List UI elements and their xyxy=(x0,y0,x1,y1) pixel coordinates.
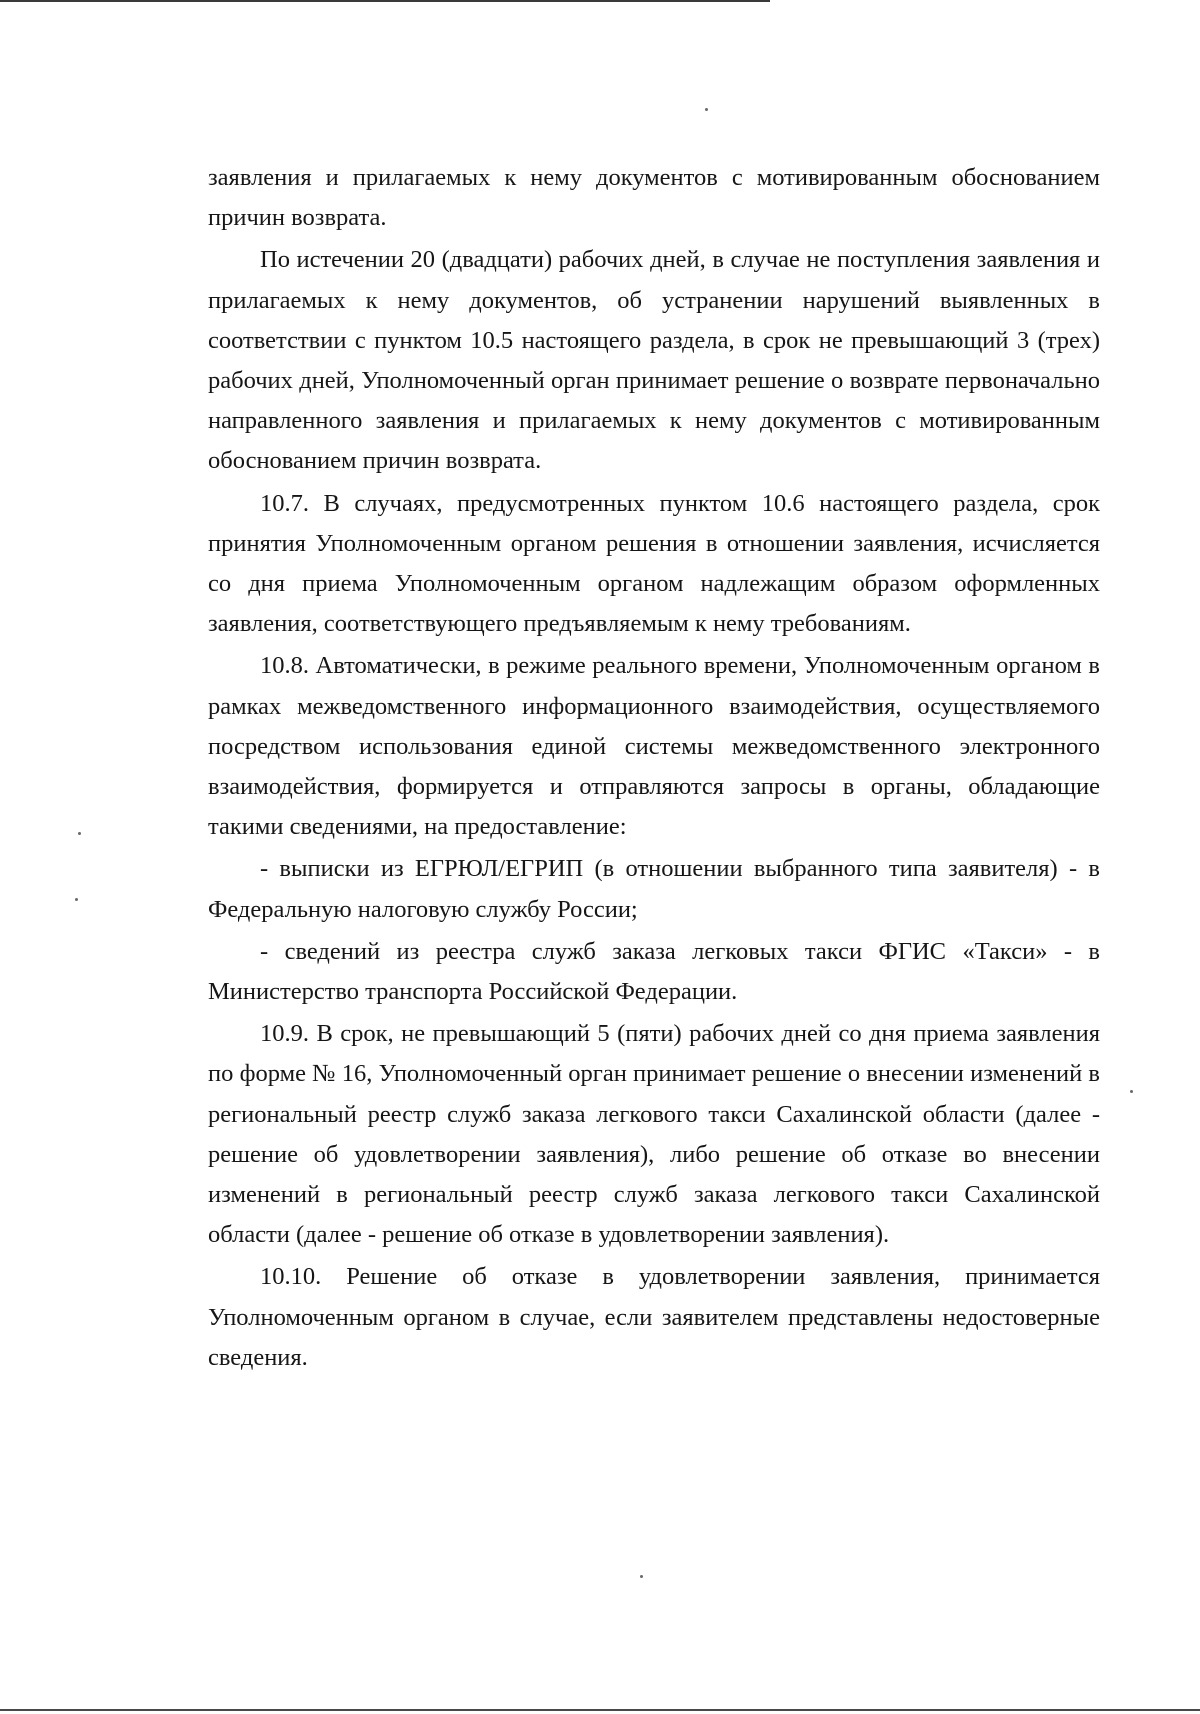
paragraph-continuation: заявления и прилагаемых к нему документов с мотивированным обоснованием причин возврата. xyxy=(208,164,1100,232)
scan-speck xyxy=(1130,1090,1133,1093)
scan-edge-top xyxy=(0,0,770,2)
scan-speck xyxy=(75,898,78,901)
paragraph-10-10: 10.10. Решение об отказе в удовлетворении заявления, принимается Уполномоченным органом в случае, если заявителем представлены недостоверные сведения. xyxy=(208,1263,1100,1371)
paragraph-10-9: 10.9. В срок, не превышающий 5 (пяти) рабочих дней со дня приема заявления по форме № 16, Уполномоченный орган принимает решение о внесении изменений в региональный реестр служб заказа легкового такси Сахалинской области (далее - решение об удовлетворении заявления), либо решение об отказе во внесении изменений в региональный реестр служб заказа легкового такси Сахалинской области (далее - решение об отказе в удовлетворении заявления). xyxy=(208,1020,1100,1249)
list-item-taxi-registry: - сведений из реестра служб заказа легковых такси ФГИС «Такси» - в Министерство транспорта Российской Федерации. xyxy=(208,937,1100,1006)
scan-speck xyxy=(78,832,81,835)
scan-edge-bottom xyxy=(0,1709,1200,1711)
document-body xyxy=(208,158,1100,1378)
scan-speck xyxy=(705,108,708,111)
paragraph-10-7: 10.7. В случаях, предусмотренных пунктом 10.6 настоящего раздела, срок принятия Уполномоченным органом решения в отношении заявления, исчисляется со дня приема Уполномоченным органом надлежащим образом оформленных заявления, соответствующего предъявляемым к нему требованиям. xyxy=(208,489,1100,638)
scan-speck xyxy=(640,1575,643,1578)
list-item-egrul: - выписки из ЕГРЮЛ/ЕГРИП (в отношении выбранного типа заявителя) - в Федеральную налоговую службу России; xyxy=(208,855,1100,923)
paragraph-10-8: 10.8. Автоматически, в режиме реального времени, Уполномоченным органом в рамках межведомственного информационного взаимодействия, осуществляемого посредством использования единой системы межведомственного электронного взаимодействия, формируется и отправляются запросы в органы, обладающие такими сведениями, на предоставление: xyxy=(208,652,1100,841)
paragraph-return-deadline: По истечении 20 (двадцати) рабочих дней, в случае не поступления заявления и прилагаемых к нему документов, об устранении нарушений выявленных в соответствии с пунктом 10.5 настоящего раздела, в срок не превышающий 3 (трех) рабочих дней, Уполномоченный орган принимает решение о возврате первоначально направленного заявления и прилагаемых к нему документов с мотивированным обоснованием причин возврата. xyxy=(208,246,1100,475)
